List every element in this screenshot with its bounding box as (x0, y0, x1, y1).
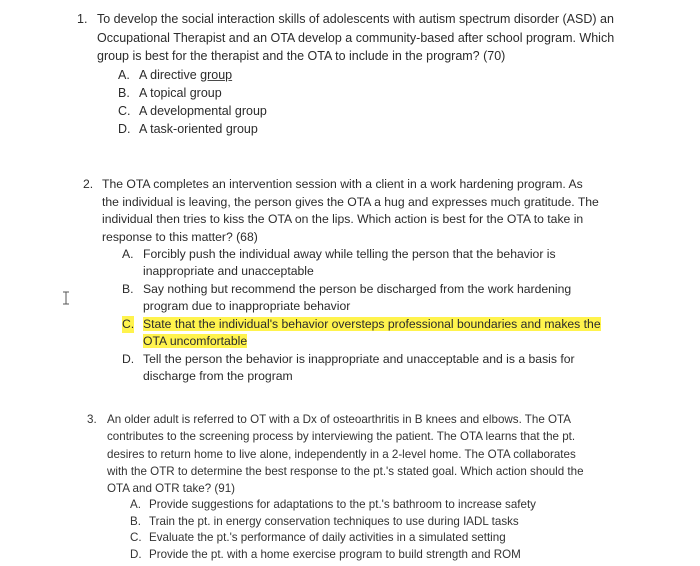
option-text-part: A directive (139, 67, 201, 82)
option-c-highlighted (122, 316, 603, 350)
question-number: 3. (87, 413, 97, 426)
option-letter: B. (118, 85, 130, 100)
option-text: Say nothing but recommend the person be discharged from the work hardening program due to inappropriate behavior (143, 282, 572, 313)
question-2 (83, 176, 603, 386)
option-text: A topical group (139, 85, 222, 100)
question-number: 2. (83, 177, 94, 191)
option-letter: B. (122, 282, 134, 296)
option-b (130, 514, 587, 531)
answer-options (77, 66, 617, 138)
question-number: 1. (77, 12, 88, 26)
option-letter: C. (130, 531, 142, 545)
question-1 (77, 10, 617, 138)
option-text: Tell the person the behavior is inappropriate and unacceptable and is a basis for discharge from the program (143, 352, 575, 383)
answer-options (87, 497, 587, 563)
option-c (130, 530, 587, 547)
option-a (122, 246, 603, 280)
option-text: Evaluate the pt.'s performance of daily activities in a simulated setting (149, 531, 506, 545)
question-stem: The OTA completes an intervention session with a client in a work hardening program. As the individual is leaving, the person gives the OTA a hug and expresses much gratitude. The individual then tries to kiss the OTA on the lips. Which action is best for the OTA to take in response to this matter? (68) (102, 177, 599, 244)
underlined-word: group (200, 67, 233, 82)
option-letter: A. (122, 247, 134, 261)
option-text: Train the pt. in energy conservation techniques to use during IADL tasks (149, 514, 519, 528)
option-letter: B. (130, 514, 141, 528)
option-text: Provide the pt. with a home exercise program to build strength and ROM (149, 547, 521, 561)
option-text: A task-oriented group (139, 121, 258, 136)
option-letter: D. (130, 547, 142, 561)
option-d (122, 351, 603, 385)
option-a (130, 497, 587, 514)
option-text: Provide suggestions for adaptations to the pt.'s bathroom to increase safety (149, 498, 536, 512)
option-letter: A. (118, 67, 130, 82)
option-b (118, 84, 617, 102)
option-letter: C. (122, 317, 135, 331)
option-a (118, 66, 617, 84)
option-text (143, 316, 603, 350)
option-text: Forcibly push the individual away while telling the person that the behavior is inappropriate and unacceptable (143, 247, 556, 278)
option-letter: D. (118, 121, 131, 136)
option-b (122, 281, 603, 315)
option-d (130, 547, 587, 564)
option-letter: D. (122, 352, 135, 366)
option-letter: C. (118, 103, 131, 118)
question-3 (87, 411, 587, 563)
question-stem: An older adult is referred to OT with a Dx of osteoarthritis in B knees and elbows. The OTA contributes to the screening process by interviewing the patient. The OTA learns that the pt. desires to return home to live alone, independently in a 2-level home. The OTA collaborates with the OTR to determine the best response to the pt.'s stated goal. Which action should the OTA and OTR take? (91) (107, 413, 584, 496)
option-c (118, 102, 617, 120)
option-d (118, 120, 617, 138)
option-text: A developmental group (139, 103, 267, 118)
answer-options (83, 246, 603, 385)
highlighted-text-line-1: State that the individual's behavior oversteps professional boundaries and makes the (143, 317, 601, 331)
text-cursor-icon (62, 291, 70, 305)
option-letter: A. (130, 498, 141, 512)
highlighted-text-line-2: OTA uncomfortable (143, 334, 248, 348)
option-text (139, 66, 617, 84)
question-stem: To develop the social interaction skills of adolescents with autism spectrum disorder (ASD) an Occupational Therapist and an OTA develop a community-based after school program. Which group is best for the therapist and the OTA to include in the program? (70) (97, 12, 615, 63)
